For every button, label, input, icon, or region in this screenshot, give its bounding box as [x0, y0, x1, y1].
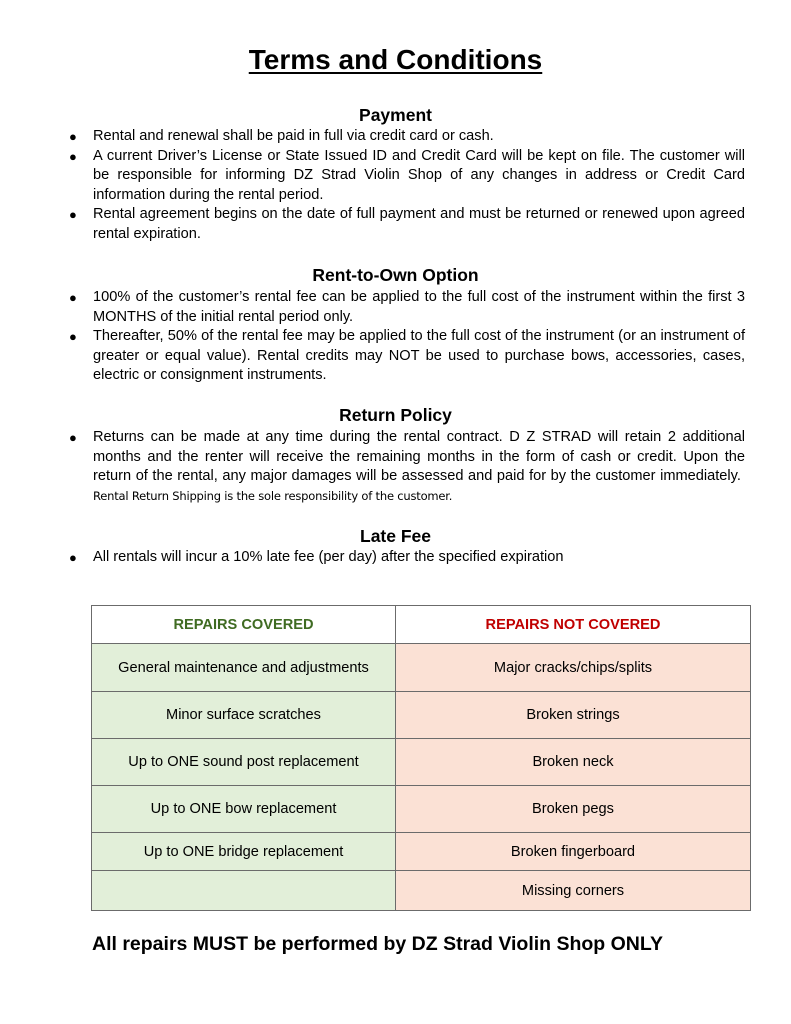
bullet-icon: ● — [69, 430, 77, 445]
list-item: ● All rentals will incur a 10% late fee (per day) after the specified expiration — [66, 548, 745, 568]
list-item: ● Thereafter, 50% of the rental fee may be applied to the full cost of the instrument (or an instrument of greater or equal value). Rental credits may NOT be used to purchase bows, accessories, cases, electric or consignment instruments. — [69, 328, 745, 384]
late-fee-list — [66, 548, 745, 568]
covered-cell — [92, 871, 396, 911]
table-row — [92, 871, 751, 911]
covered-cell: Up to ONE bow replacement — [92, 786, 396, 833]
list-item: ● 100% of the customer’s rental fee can be applied to the full cost of the instrument within the first 3 MONTHS of the initial rental period only. — [69, 289, 745, 325]
not-covered-cell: Broken pegs — [396, 786, 751, 833]
not-covered-cell: Broken fingerboard — [396, 833, 751, 871]
list-item: ● A current Driver’s License or State Issued ID and Credit Card will be kept on file. The customer will be responsible for informing DZ Strad Violin Shop of any changes in address or Credit Card information during the rental period. — [69, 147, 745, 203]
payment-list — [66, 127, 745, 245]
bullet-icon: ● — [69, 329, 77, 345]
bullet-icon: ● — [69, 550, 77, 565]
late-fee-heading: Late Fee — [360, 526, 431, 546]
table-header-row — [92, 606, 751, 644]
covered-cell: Up to ONE sound post replacement — [92, 739, 396, 786]
covered-cell: Up to ONE bridge replacement — [92, 833, 396, 871]
payment-heading: Payment — [359, 105, 432, 125]
not-covered-cell: Major cracks/chips/splits — [396, 644, 751, 692]
rent-to-own-list — [66, 288, 745, 386]
not-covered-cell: Broken neck — [396, 739, 751, 786]
page-title: Terms and Conditions — [248, 44, 543, 75]
table-row — [92, 739, 751, 786]
table-row — [92, 692, 751, 739]
bullet-icon: ● — [69, 129, 77, 144]
covered-cell: General maintenance and adjustments — [92, 644, 396, 692]
shipping-note: Rental Return Shipping is the sole responsibility of the customer. — [93, 488, 453, 503]
not-covered-cell: Broken strings — [396, 692, 751, 739]
rent-to-own-heading: Rent-to-Own Option — [312, 265, 479, 285]
bullet-icon: ● — [69, 207, 77, 223]
repairs-not-covered-header: REPAIRS NOT COVERED — [396, 606, 751, 644]
not-covered-cell: Missing corners — [396, 871, 751, 911]
list-item: ● Rental and renewal shall be paid in full via credit card or cash. — [66, 127, 745, 147]
repairs-covered-header: REPAIRS COVERED — [92, 606, 396, 644]
table-row — [92, 786, 751, 833]
table-row — [92, 644, 751, 692]
bullet-icon: ● — [69, 290, 77, 305]
covered-cell: Minor surface scratches — [92, 692, 396, 739]
return-policy-list — [66, 428, 745, 506]
list-item: ● Returns can be made at any time during the rental contract. D Z STRAD will retain 2 additional months and the renter will receive the remaining months in the form of cash or credit. Upon the return of the rental, any major damages will be assessed and paid for by the customer immediately. Rental Return Shipping is the sole responsibility of the customer. — [69, 429, 745, 503]
bullet-icon: ● — [69, 148, 77, 164]
return-policy-heading: Return Policy — [339, 405, 452, 425]
list-item: ● Rental agreement begins on the date of full payment and must be returned or renewed upon agreed rental expiration. — [69, 206, 745, 242]
footer-notice: All repairs MUST be performed by DZ Strad Violin Shop ONLY — [92, 933, 664, 955]
repairs-table — [91, 605, 751, 911]
table-row — [92, 833, 751, 871]
